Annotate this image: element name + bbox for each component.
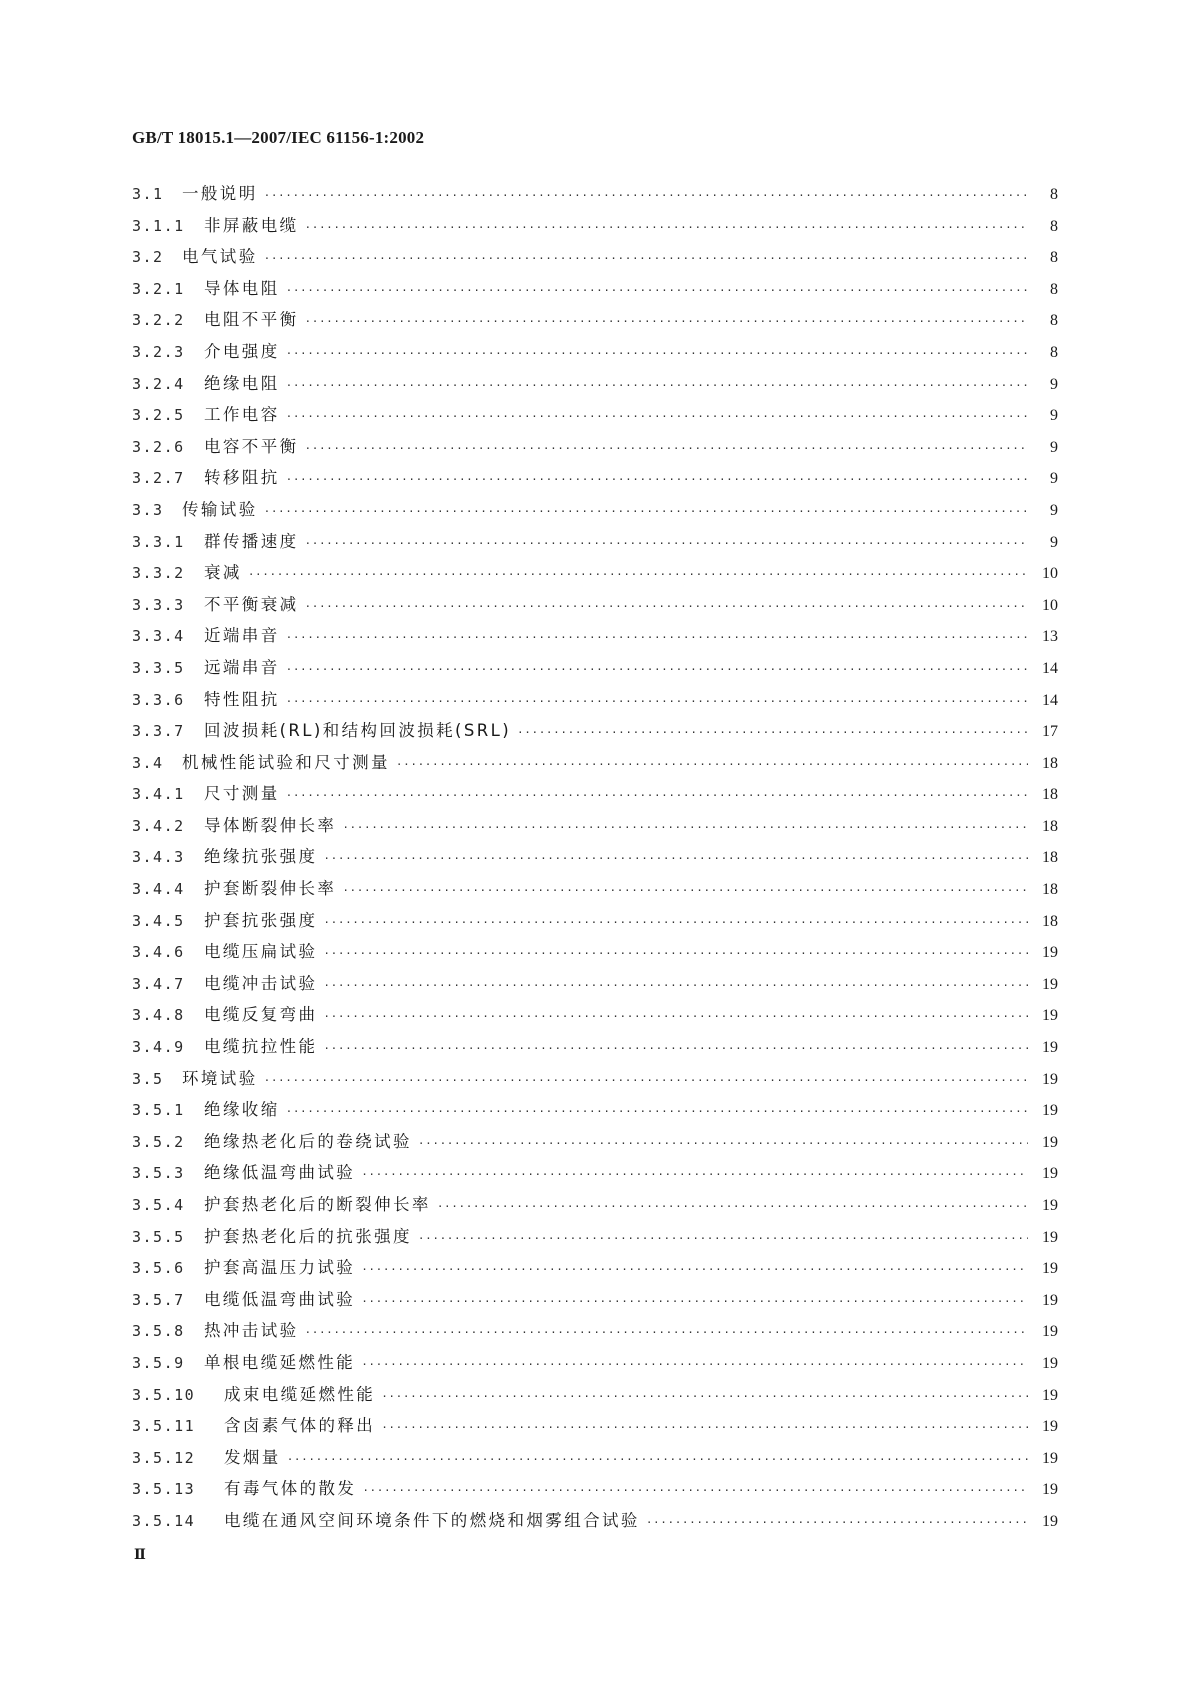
toc-entry-title: 电缆低温弯曲试验 <box>204 1289 356 1309</box>
toc-entry[interactable] <box>132 1132 1058 1164</box>
toc-dot-leader <box>381 1418 1028 1438</box>
toc-entry-title: 介电强度 <box>204 341 280 361</box>
toc-dot-leader <box>264 249 1028 269</box>
toc-entry-number: 3.3 <box>132 500 164 519</box>
toc-entry-title: 工作电容 <box>204 405 280 425</box>
toc-entry-number: 3.4.1 <box>132 785 185 804</box>
toc-entry-title: 衰减 <box>204 563 242 583</box>
toc-entry-number: 3.2.3 <box>132 342 185 361</box>
toc-entry-page: 18 <box>1042 754 1058 772</box>
toc-entry-title: 电缆压扁试验 <box>204 942 318 962</box>
toc-entry-title: 导体断裂伸长率 <box>204 815 337 835</box>
toc-entry-number: 3.2.7 <box>132 469 185 488</box>
toc-dot-leader <box>264 1071 1028 1091</box>
toc-entry-number: 3.4.9 <box>132 1038 185 1057</box>
toc-entry[interactable] <box>132 500 1058 532</box>
toc-entry-title: 护套断裂伸长率 <box>204 879 337 899</box>
toc-entry-number: 3.5.5 <box>132 1227 185 1246</box>
toc-entry-number: 3.4.5 <box>132 911 185 930</box>
toc-entry-title: 含卤素气体的释出 <box>224 1416 376 1436</box>
toc-entry-page: 19 <box>1042 1323 1058 1341</box>
toc-dot-leader <box>418 1229 1028 1249</box>
toc-entry-page: 18 <box>1042 849 1058 867</box>
toc-entry-number: 3.5.8 <box>132 1322 185 1341</box>
toc-dot-leader <box>286 692 1028 712</box>
toc-dot-leader <box>286 628 1028 648</box>
toc-entry-page: 19 <box>1042 975 1058 993</box>
toc-dot-leader <box>323 944 1028 964</box>
toc-entry-number: 3.4.7 <box>132 974 185 993</box>
toc-dot-leader <box>361 1292 1028 1312</box>
toc-entry-number: 3.3.5 <box>132 658 185 677</box>
toc-entry[interactable] <box>132 721 1058 753</box>
toc-entry[interactable] <box>132 816 1058 848</box>
toc-entry-title: 电缆抗拉性能 <box>204 1037 318 1057</box>
toc-entry-page: 8 <box>1050 217 1058 235</box>
toc-entry[interactable] <box>132 1037 1058 1069</box>
toc-entry-number: 3.3.2 <box>132 564 185 583</box>
toc-entry-title: 成束电缆延燃性能 <box>224 1384 376 1404</box>
toc-entry-title: 电阻不平衡 <box>204 310 299 330</box>
toc-entry-number: 3.5.6 <box>132 1259 185 1278</box>
toc-entry[interactable] <box>132 1290 1058 1322</box>
toc-entry-title: 转移阻抗 <box>204 468 280 488</box>
toc-entry[interactable] <box>132 626 1058 658</box>
toc-entry[interactable] <box>132 942 1058 974</box>
toc-entry-page: 18 <box>1042 786 1058 804</box>
toc-entry-title: 护套热老化后的抗张强度 <box>204 1226 412 1246</box>
toc-dot-leader <box>286 281 1028 301</box>
toc-entry[interactable] <box>132 532 1058 564</box>
toc-entry[interactable] <box>132 1163 1058 1195</box>
toc-entry-title: 导体电阻 <box>204 278 280 298</box>
standard-header <box>132 128 424 148</box>
toc-entry-title: 回波损耗(RL)和结构回波损耗(SRL) <box>204 721 512 741</box>
toc-dot-leader <box>286 407 1028 427</box>
toc-entry-number: 3.5.4 <box>132 1196 185 1214</box>
toc-entry-number: 3.3.1 <box>132 532 185 551</box>
toc-entry-page: 9 <box>1050 438 1058 456</box>
toc-entry-number: 3.5.2 <box>132 1132 185 1151</box>
toc-entry-number: 3.5.1 <box>132 1101 185 1120</box>
toc-entry-number: 3.2.4 <box>132 374 185 393</box>
toc-entry-title: 绝缘热老化后的卷绕试验 <box>204 1131 412 1151</box>
toc-entry[interactable] <box>132 342 1058 374</box>
toc-dot-leader <box>305 218 1029 238</box>
toc-dot-leader <box>305 1323 1029 1343</box>
toc-entry-page: 19 <box>1042 1449 1058 1467</box>
toc-entry-number: 3.2.1 <box>132 279 185 298</box>
toc-dot-leader <box>418 1134 1028 1154</box>
toc-entry[interactable] <box>132 1227 1058 1259</box>
toc-entry-number: 3.4.6 <box>132 943 185 962</box>
toc-entry[interactable] <box>132 1258 1058 1290</box>
toc-dot-leader <box>264 502 1028 522</box>
toc-entry[interactable] <box>132 563 1058 595</box>
toc-entry-page: 18 <box>1042 817 1058 835</box>
toc-entry-page: 9 <box>1050 533 1058 551</box>
toc-dot-leader <box>323 913 1028 933</box>
toc-entry-page: 19 <box>1042 1007 1058 1025</box>
toc-entry-number: 3.2.6 <box>132 437 185 456</box>
toc-entry-number: 3.2.5 <box>132 406 185 425</box>
toc-entry[interactable] <box>132 374 1058 406</box>
toc-entry[interactable] <box>132 974 1058 1006</box>
toc-entry-title: 电容不平衡 <box>204 436 299 456</box>
toc-entry-page: 8 <box>1050 280 1058 298</box>
toc-entry-number: 3.5.12 <box>132 1448 196 1467</box>
toc-entry-title: 有毒气体的散发 <box>224 1479 357 1499</box>
toc-entry[interactable] <box>132 911 1058 943</box>
toc-entry[interactable] <box>132 1416 1058 1448</box>
toc-entry[interactable] <box>132 279 1058 311</box>
toc-entry-page: 10 <box>1042 596 1058 614</box>
toc-entry-page: 17 <box>1042 723 1058 741</box>
toc-entry-title: 远端串音 <box>204 657 280 677</box>
toc-dot-leader <box>323 1039 1028 1059</box>
toc-dot-leader <box>342 881 1028 901</box>
toc-dot-leader <box>323 1007 1028 1027</box>
toc-entry-title: 电缆在通风空间环境条件下的燃烧和烟雾组合试验 <box>224 1510 640 1530</box>
toc-entry-page: 19 <box>1042 1354 1058 1372</box>
toc-entry-title: 护套高温压力试验 <box>204 1258 356 1278</box>
toc-entry-number: 3.4.2 <box>132 816 185 835</box>
toc-entry-page: 10 <box>1042 565 1058 583</box>
toc-entry-number: 3.5.10 <box>132 1385 196 1404</box>
toc-entry-title: 热冲击试验 <box>204 1321 299 1341</box>
toc-entry-title: 电缆冲击试验 <box>204 973 318 993</box>
standard-code: GB/T 18015.1—2007/IEC 61156-1:2002 <box>132 128 425 147</box>
toc-entry-title: 绝缘电阻 <box>204 373 280 393</box>
toc-entry-title: 单根电缆延燃性能 <box>204 1352 356 1372</box>
toc-entry-page: 9 <box>1050 501 1058 519</box>
toc-entry-page: 18 <box>1042 881 1058 899</box>
toc-dot-leader <box>437 1197 1028 1217</box>
toc-entry-title: 电缆反复弯曲 <box>204 1005 318 1025</box>
toc-entry[interactable] <box>132 1195 1058 1227</box>
toc-entry-page: 19 <box>1042 1228 1058 1246</box>
toc-entry-title: 近端串音 <box>204 626 280 646</box>
toc-dot-leader <box>286 1102 1028 1122</box>
toc-dot-leader <box>362 1481 1028 1501</box>
toc-entry[interactable] <box>132 184 1058 216</box>
toc-entry[interactable] <box>132 1353 1058 1385</box>
toc-dot-leader <box>361 1355 1028 1375</box>
toc-dot-leader <box>361 1260 1028 1280</box>
toc-entry-page: 14 <box>1042 659 1058 677</box>
toc-dot-leader <box>286 660 1028 680</box>
toc-entry-number: 3.5.7 <box>132 1290 185 1309</box>
toc-entry-number: 3.5.13 <box>132 1480 196 1499</box>
toc-entry-title: 环境试验 <box>182 1068 258 1088</box>
toc-entry[interactable] <box>132 405 1058 437</box>
table-of-contents <box>132 184 1058 1543</box>
page-number: Ⅱ <box>134 1548 146 1563</box>
toc-dot-leader <box>264 186 1028 206</box>
toc-entry-title: 特性阻抗 <box>204 689 280 709</box>
toc-entry[interactable] <box>132 1005 1058 1037</box>
toc-entry-title: 绝缘低温弯曲试验 <box>204 1163 356 1183</box>
toc-dot-leader <box>342 818 1028 838</box>
toc-dot-leader <box>305 597 1029 617</box>
toc-entry-page: 8 <box>1050 312 1058 330</box>
toc-entry-number: 3.1.1 <box>132 216 185 235</box>
toc-entry-page: 19 <box>1042 1418 1058 1436</box>
toc-entry-page: 9 <box>1050 470 1058 488</box>
toc-entry[interactable] <box>132 1100 1058 1132</box>
toc-entry-page: 19 <box>1042 1512 1058 1530</box>
toc-entry-title: 绝缘抗张强度 <box>204 847 318 867</box>
toc-entry[interactable] <box>132 468 1058 500</box>
toc-entry-number: 3.3.6 <box>132 690 185 709</box>
toc-entry-page: 19 <box>1042 1102 1058 1120</box>
toc-entry-page: 19 <box>1042 1291 1058 1309</box>
toc-dot-leader <box>361 1165 1028 1185</box>
toc-dot-leader <box>517 723 1028 743</box>
toc-entry-page: 8 <box>1050 249 1058 267</box>
toc-entry[interactable] <box>132 1479 1058 1511</box>
toc-entry[interactable] <box>132 216 1058 248</box>
toc-entry[interactable] <box>132 658 1058 690</box>
toc-entry-number: 3.2 <box>132 248 164 267</box>
toc-dot-leader <box>286 344 1028 364</box>
toc-dot-leader <box>286 376 1028 396</box>
toc-entry-title: 发烟量 <box>224 1447 281 1467</box>
toc-dot-leader <box>286 470 1028 490</box>
toc-entry-number: 3.5.3 <box>132 1164 185 1183</box>
toc-entry[interactable] <box>132 310 1058 342</box>
toc-entry[interactable] <box>132 690 1058 722</box>
toc-entry-page: 8 <box>1050 186 1058 203</box>
toc-entry-number: 3.5.11 <box>132 1417 196 1436</box>
toc-entry-page: 19 <box>1042 1165 1058 1183</box>
toc-entry-number: 3.3.3 <box>132 595 185 614</box>
toc-entry-number: 3.3.7 <box>132 722 185 741</box>
toc-entry-page: 19 <box>1042 1133 1058 1151</box>
toc-entry[interactable] <box>132 247 1058 279</box>
toc-entry-title: 电气试验 <box>182 247 258 267</box>
toc-entry-number: 3.1 <box>132 185 164 203</box>
toc-entry-title: 护套热老化后的断裂伸长率 <box>204 1195 431 1214</box>
toc-entry-page: 9 <box>1050 407 1058 425</box>
toc-dot-leader <box>287 1450 1028 1470</box>
toc-entry[interactable] <box>132 1321 1058 1353</box>
toc-entry[interactable] <box>132 847 1058 879</box>
toc-entry-title: 非屏蔽电缆 <box>204 215 299 235</box>
toc-entry-page: 18 <box>1042 912 1058 930</box>
toc-entry[interactable] <box>132 1448 1058 1480</box>
toc-entry[interactable] <box>132 879 1058 911</box>
toc-entry-page: 8 <box>1050 343 1058 361</box>
toc-dot-leader <box>323 976 1028 996</box>
toc-entry-page: 19 <box>1042 1260 1058 1278</box>
toc-entry-title: 护套抗张强度 <box>204 910 318 930</box>
toc-dot-leader <box>396 755 1028 775</box>
toc-entry-number: 3.4.3 <box>132 848 185 867</box>
toc-entry[interactable] <box>132 437 1058 469</box>
toc-entry-title: 绝缘收缩 <box>204 1100 280 1120</box>
toc-entry-number: 3.4.4 <box>132 880 185 899</box>
toc-entry-page: 14 <box>1042 691 1058 709</box>
toc-entry-page: 19 <box>1042 1481 1058 1499</box>
toc-entry-number: 3.5 <box>132 1069 164 1088</box>
toc-entry-title: 群传播速度 <box>204 531 299 551</box>
toc-entry-title: 尺寸测量 <box>204 784 280 804</box>
toc-dot-leader <box>381 1387 1028 1407</box>
toc-dot-leader <box>646 1513 1028 1533</box>
toc-entry[interactable] <box>132 1069 1058 1101</box>
toc-entry-number: 3.2.2 <box>132 311 185 330</box>
toc-entry-number: 3.5.9 <box>132 1353 185 1372</box>
toc-entry[interactable] <box>132 595 1058 627</box>
toc-dot-leader <box>323 849 1028 869</box>
toc-entry-number: 3.5.14 <box>132 1511 196 1530</box>
toc-entry[interactable] <box>132 784 1058 816</box>
toc-entry-page: 19 <box>1042 944 1058 962</box>
toc-dot-leader <box>305 439 1029 459</box>
toc-dot-leader <box>248 565 1028 585</box>
toc-entry-title: 机械性能试验和尺寸测量 <box>182 752 390 772</box>
toc-entry-title: 不平衡衰减 <box>204 594 299 614</box>
toc-dot-leader <box>305 534 1029 554</box>
toc-dot-leader <box>286 786 1028 806</box>
toc-entry-page: 19 <box>1042 1039 1058 1057</box>
toc-entry-number: 3.3.4 <box>132 627 185 646</box>
toc-entry-page: 9 <box>1050 375 1058 393</box>
toc-entry-page: 19 <box>1042 1070 1058 1088</box>
toc-entry-number: 3.4.8 <box>132 1006 185 1025</box>
toc-entry-page: 19 <box>1042 1197 1058 1214</box>
toc-entry[interactable] <box>132 1511 1058 1543</box>
toc-entry-page: 19 <box>1042 1386 1058 1404</box>
toc-entry-page: 13 <box>1042 628 1058 646</box>
toc-dot-leader <box>305 312 1029 332</box>
toc-entry[interactable] <box>132 1385 1058 1417</box>
toc-entry-title: 传输试验 <box>182 499 258 519</box>
toc-entry-title: 一般说明 <box>182 184 258 203</box>
toc-entry[interactable] <box>132 753 1058 785</box>
toc-entry-number: 3.4 <box>132 753 164 772</box>
